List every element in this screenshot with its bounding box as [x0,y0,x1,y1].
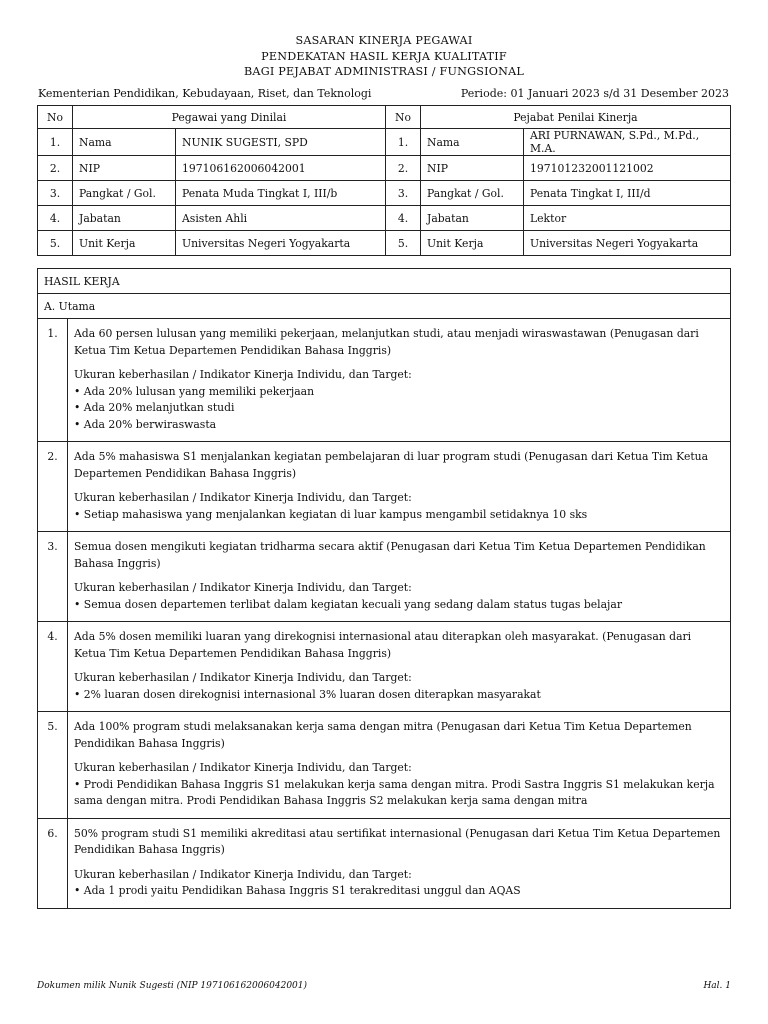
evaluator-value: Penata Tingkat I, III/d [524,181,731,206]
row-label: Jabatan [73,206,176,231]
indicator-label: Ukuran keberhasilan / Indikator Kinerja Individu, dan Target: [74,581,412,594]
hasil-kerja-table [37,268,731,909]
identity-row [38,231,731,256]
row-number: 5. [38,231,73,256]
evaluator-header: Pejabat Penilai Kinerja [421,106,731,129]
employee-value: Universitas Negeri Yogyakarta [176,231,386,256]
item-text: Ada 60 persen lulusan yang memiliki pekerjaan, melanjutkan studi, atau menjadi wiraswastawan (Penugasan dari Ketua Tim Ketua Departemen Pendidikan Bahasa Inggris) [74,327,699,357]
target-item: • Semua dosen departemen terlibat dalam kegiatan kecuali yang sedang dalam status tugas belajar [74,597,623,611]
identity-row [38,156,731,181]
indicator-label: Ukuran keberhasilan / Indikator Kinerja Individu, dan Target: [74,761,412,774]
identity-header-row [38,106,731,129]
evaluator-value: Lektor [524,206,731,231]
title-line-3: BAGI PEJABAT ADMINISTRASI / FUNGSIONAL [244,65,524,78]
title-line-2: PENDEKATAN HASIL KERJA KUALITATIF [261,49,507,63]
item-text: Ada 100% program studi melaksanakan kerja sama dengan mitra (Penugasan dari Ketua Tim Ketua Departemen Pendidikan Bahasa Inggris) [74,720,692,750]
work-item [38,712,731,819]
target-item: • Ada 1 prodi yaitu Pendidikan Bahasa Inggris S1 terakreditasi unggul dan AQAS [74,884,521,897]
row-label: Nama [421,129,524,156]
item-body [68,622,731,712]
title-line-1: SASARAN KINERJA PEGAWAI [295,34,473,47]
item-text: 50% program studi S1 memiliki akreditasi atau sertifikat internasional (Penugasan dari Ketua Tim Ketua Departemen Pendidikan Bahasa Inggris) [74,826,721,856]
row-number: 5. [386,231,421,256]
evaluator-value: 197101232001121002 [524,156,731,181]
item-body [68,532,731,622]
item-text: Semua dosen mengikuti kegiatan tridharma secara aktif (Penugasan dari Ketua Tim Ketua Departemen Pendidikan Bahasa Inggris) [74,540,706,570]
row-label: Unit Kerja [421,231,524,256]
item-number: 1. [38,319,68,442]
item-number: 5. [38,712,68,819]
institution-name: Kementerian Pendidikan, Kebudayaan, Riset, dan Teknologi [38,87,372,100]
page-footer [37,981,731,991]
row-label: Nama [73,129,176,156]
row-number: 1. [386,129,421,156]
work-item [38,818,731,908]
row-label: Pangkat / Gol. [421,181,524,206]
work-item [38,532,731,622]
target-item: • Prodi Pendidikan Bahasa Inggris S1 melakukan kerja sama dengan mitra. Prodi Sastra Inggris S1 melakukan kerja sama dengan mitra. Prodi Pendidikan Bahasa Inggris S2 melakukan kerja sama dengan mitra [74,777,715,807]
work-item [38,319,731,442]
item-body [68,442,731,532]
employee-value: NUNIK SUGESTI, SPD [176,129,386,156]
indicator-label: Ukuran keberhasilan / Indikator Kinerja Individu, dan Target: [74,368,412,381]
indicator-label: Ukuran keberhasilan / Indikator Kinerja Individu, dan Target: [74,671,412,684]
identity-row [38,129,731,156]
meta-line [38,87,729,100]
item-body [68,319,731,442]
evaluator-value: Universitas Negeri Yogyakarta [524,231,731,256]
item-text: Ada 5% mahasiswa S1 menjalankan kegiatan pembelajaran di luar program studi (Penugasan dari Ketua Tim Ketua Departemen Pendidikan Bahasa Inggris) [74,450,709,480]
row-label: Unit Kerja [73,231,176,256]
row-label: Jabatan [421,206,524,231]
identity-row [38,206,731,231]
section-row [38,294,731,319]
identity-row [38,181,731,206]
target-item: • Ada 20% melanjutkan studi [74,401,235,414]
target-item: • Ada 20% berwiraswasta [74,417,217,431]
employee-value: 197106162006042001 [176,156,386,181]
row-number: 3. [38,181,73,206]
employee-value: Penata Muda Tingkat I, III/b [176,181,386,206]
target-item: • 2% luaran dosen direkognisi internasional 3% luaran dosen diterapkan masyarakat [74,687,541,701]
item-body [68,712,731,819]
employee-value: Asisten Ahli [176,206,386,231]
evaluator-value: ARI PURNAWAN, S.Pd., M.Pd., M.A. [524,129,731,156]
section-title: A. Utama [38,294,731,319]
indicator-label: Ukuran keberhasilan / Indikator Kinerja Individu, dan Target: [74,867,412,881]
row-number: 1. [38,129,73,156]
item-body [68,818,731,908]
hasil-kerja-title: HASIL KERJA [38,269,731,294]
item-number: 4. [38,622,68,712]
target-item: • Ada 20% lulusan yang memiliki pekerjaan [74,384,315,398]
row-number: 2. [38,156,73,181]
row-number: 4. [386,206,421,231]
target-item: • Setiap mahasiswa yang menjalankan kegiatan di luar kampus mengambil setidaknya 10 sks [74,507,588,521]
row-label: NIP [73,156,176,181]
document-title-block [0,33,768,80]
row-number: 2. [386,156,421,181]
row-label: NIP [421,156,524,181]
row-label: Pangkat / Gol. [73,181,176,206]
row-number: 4. [38,206,73,231]
item-number: 3. [38,532,68,622]
item-number: 6. [38,818,68,908]
work-item [38,442,731,532]
item-text: Ada 5% dosen memiliki luaran yang direkognisi internasional atau diterapkan oleh masyarakat. (Penugasan dari Ketua Tim Ketua Departemen Pendidikan Bahasa Inggris) [74,630,692,660]
indicator-label: Ukuran keberhasilan / Indikator Kinerja Individu, dan Target: [74,491,412,504]
work-item [38,622,731,712]
item-number: 2. [38,442,68,532]
no-header: No [38,106,73,129]
hasil-kerja-title-row [38,269,731,294]
identity-table [37,105,731,256]
period-text: Periode: 01 Januari 2023 s/d 31 Desember 2023 [460,87,729,100]
no-header: No [386,106,421,129]
page-number: Hal. 1 [703,981,731,991]
footer-owner: Dokumen milik Nunik Sugesti (NIP 197106162006042001) [37,981,308,991]
employee-header: Pegawai yang Dinilai [73,106,386,129]
row-number: 3. [386,181,421,206]
